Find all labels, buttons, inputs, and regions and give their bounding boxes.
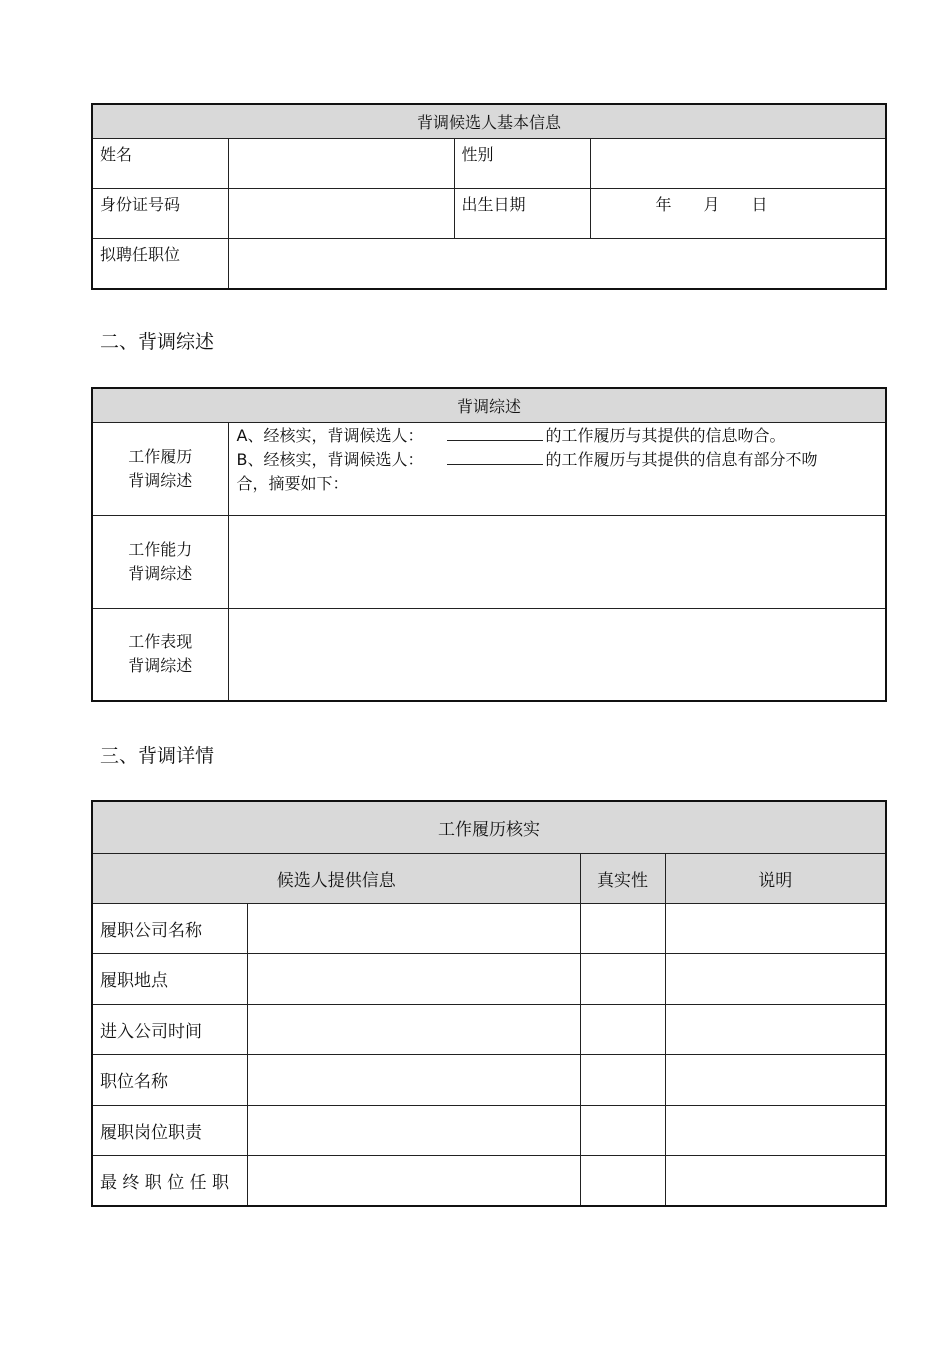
note-cell[interactable] bbox=[665, 1004, 886, 1054]
gender-label: 性别 bbox=[454, 138, 590, 188]
provided-info-cell[interactable] bbox=[247, 1105, 580, 1155]
id-number-field[interactable] bbox=[228, 188, 454, 238]
authenticity-cell[interactable] bbox=[580, 1105, 665, 1155]
section-2-heading: 二、背调综述 bbox=[100, 331, 215, 353]
performance-summary-field[interactable] bbox=[228, 608, 886, 701]
table-row bbox=[92, 953, 886, 1004]
row-label: 最 终 职 位 任 职 bbox=[92, 1155, 247, 1206]
history-summary-label: 工作履历 背调综述 bbox=[92, 422, 228, 515]
table-row bbox=[92, 903, 886, 953]
note-cell[interactable] bbox=[665, 1054, 886, 1105]
col-note: 说明 bbox=[665, 853, 886, 903]
ability-summary-field[interactable] bbox=[228, 515, 886, 608]
col-provided-info: 候选人提供信息 bbox=[92, 853, 580, 903]
name-label: 姓名 bbox=[92, 138, 228, 188]
table-row bbox=[92, 1004, 886, 1054]
birth-day: 日 bbox=[751, 194, 768, 214]
basic-info-title: 背调候选人基本信息 bbox=[92, 104, 886, 138]
summary-table bbox=[91, 387, 887, 702]
row-label: 履职岗位职责 bbox=[92, 1105, 247, 1155]
provided-info-cell[interactable] bbox=[247, 903, 580, 953]
table-row bbox=[92, 1054, 886, 1105]
provided-info-cell[interactable] bbox=[247, 1155, 580, 1206]
position-field[interactable] bbox=[228, 238, 886, 289]
provided-info-cell[interactable] bbox=[247, 1054, 580, 1105]
position-label: 拟聘任职位 bbox=[92, 238, 228, 289]
col-authenticity: 真实性 bbox=[580, 853, 665, 903]
history-verification-title: 工作履历核实 bbox=[92, 801, 886, 853]
provided-info-cell[interactable] bbox=[247, 1004, 580, 1054]
note-cell[interactable] bbox=[665, 953, 886, 1004]
name-field[interactable] bbox=[228, 138, 454, 188]
basic-info-table bbox=[91, 103, 887, 290]
row-label: 履职公司名称 bbox=[92, 903, 247, 953]
ability-summary-label: 工作能力 背调综述 bbox=[92, 515, 228, 608]
note-cell[interactable] bbox=[665, 1105, 886, 1155]
authenticity-cell[interactable] bbox=[580, 1054, 665, 1105]
row-label: 履职地点 bbox=[92, 953, 247, 1004]
history-summary-field[interactable] bbox=[228, 422, 886, 515]
table-row bbox=[92, 1105, 886, 1155]
provided-info-cell[interactable] bbox=[247, 953, 580, 1004]
authenticity-cell[interactable] bbox=[580, 1004, 665, 1054]
birth-date-field[interactable] bbox=[590, 188, 886, 238]
option-a: A、经核实，背调候选人： 的工作履历与其提供的信息吻合。 bbox=[236, 425, 786, 445]
authenticity-cell[interactable] bbox=[580, 953, 665, 1004]
birth-date-label: 出生日期 bbox=[454, 188, 590, 238]
authenticity-cell[interactable] bbox=[580, 903, 665, 953]
history-verification-table bbox=[91, 800, 887, 1207]
id-number-label: 身份证号码 bbox=[92, 188, 228, 238]
table-row bbox=[92, 1155, 886, 1206]
authenticity-cell[interactable] bbox=[580, 1155, 665, 1206]
row-label: 进入公司时间 bbox=[92, 1004, 247, 1054]
birth-year: 年 bbox=[655, 194, 672, 214]
option-b: B、经核实，背调候选人： 的工作履历与其提供的信息有部分不吻 bbox=[236, 449, 818, 469]
summary-title: 背调综述 bbox=[92, 388, 886, 422]
option-b-cont: 合，摘要如下： bbox=[236, 473, 349, 493]
note-cell[interactable] bbox=[665, 903, 886, 953]
gender-field[interactable] bbox=[590, 138, 886, 188]
performance-summary-label: 工作表现 背调综述 bbox=[92, 608, 228, 701]
section-3-heading: 三、背调详情 bbox=[100, 745, 215, 767]
row-label: 职位名称 bbox=[92, 1054, 247, 1105]
note-cell[interactable] bbox=[665, 1155, 886, 1206]
birth-month: 月 bbox=[703, 194, 720, 214]
